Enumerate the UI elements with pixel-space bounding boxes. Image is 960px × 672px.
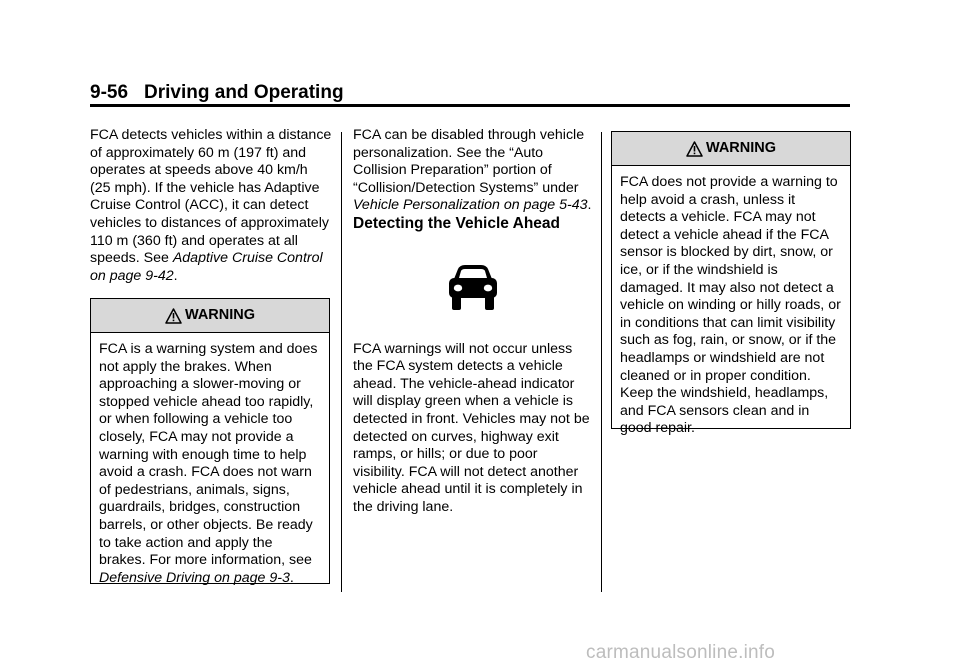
acc-page-reference[interactable]: Adaptive Cruise Control on page 9-42	[90, 250, 323, 284]
column-2	[353, 127, 593, 517]
vehicle-personalization-reference[interactable]: Vehicle Personalization on page 5-43	[353, 197, 588, 214]
detecting-vehicle-heading: Detecting the Vehicle Ahead	[353, 214, 561, 232]
warning-title: WARNING	[184, 306, 256, 323]
column-1	[90, 127, 332, 285]
warning-box-1	[90, 298, 330, 584]
defensive-driving-reference[interactable]: Defensive Driving on page 9-3	[99, 569, 290, 586]
watermark: carmanualsonline.info	[586, 642, 776, 663]
warning-header	[91, 299, 329, 333]
warning-icon	[686, 141, 703, 157]
warning-box-2	[611, 131, 851, 437]
fca-detection-paragraph: FCA detects vehicles within a distance of approximately 60 m (197 ft) and operates at speeds above 40 km/h (25 mph). If the vehicle has Adaptive Cruise Control (ACC), it can detect vehicles to distances of approximately 110 m (360 ft) and operates at all speeds. See Adaptive Cruise Control on page 9-42.	[90, 127, 332, 284]
warning-icon	[165, 308, 182, 324]
warning-title: WARNING	[705, 139, 777, 156]
warning-body: FCA does not provide a warning to help avoid a crash, unless it detects a vehicle. FCA may not detect a vehicle ahead if the FCA sensor is blocked by dirt, snow, or ice, or if the windshield is damaged. It may also not detect a vehicle on winding or hilly roads, or in conditions that can limit visibility such as fog, rain, or snow, or if the headlamps or windshield are not cleaned or in proper condition. Keep the windshield, headlamps, and FCA sensors clean and in good repair.	[620, 174, 841, 437]
header-rule	[90, 104, 850, 107]
column-divider-2	[601, 132, 602, 592]
page-number: 9-56	[90, 82, 129, 103]
page-header	[90, 80, 850, 106]
warning-header	[612, 132, 850, 166]
warning-body: FCA is a warning system and does not apply the brakes. When approaching a slower-moving or stopped vehicle ahead too rapidly, or when following a vehicle too closely, FCA may not provide a warning with enough time to help avoid a crash. FCA does not warn of pedestrians, animals, signs, guardrails, bridges, construction barrels, or other objects. Be ready to take action and apply the brakes. For more information, see Defensive Driving on page 9-3.	[99, 341, 318, 586]
section-title: Driving and Operating	[144, 82, 344, 103]
column-divider-1	[341, 132, 342, 592]
fca-warnings-paragraph: FCA warnings will not occur unless the FCA system detects a vehicle ahead. The vehicle-ahead indicator will display green when a vehicle is detected in front. Vehicles may not be detected on curves, highway exit ramps, or hills; or due to poor visibility. FCA will not detect another vehicle ahead until it is completely in the driving lane.	[353, 340, 590, 515]
fca-disable-paragraph: FCA can be disabled through vehicle personalization. See the “Auto Collision Preparation” portion of “Collision/Detection Systems” under Vehicle Personalization on page 5-43.	[353, 127, 592, 214]
vehicle-ahead-icon	[446, 263, 500, 313]
vehicle-ahead-indicator	[353, 263, 593, 313]
